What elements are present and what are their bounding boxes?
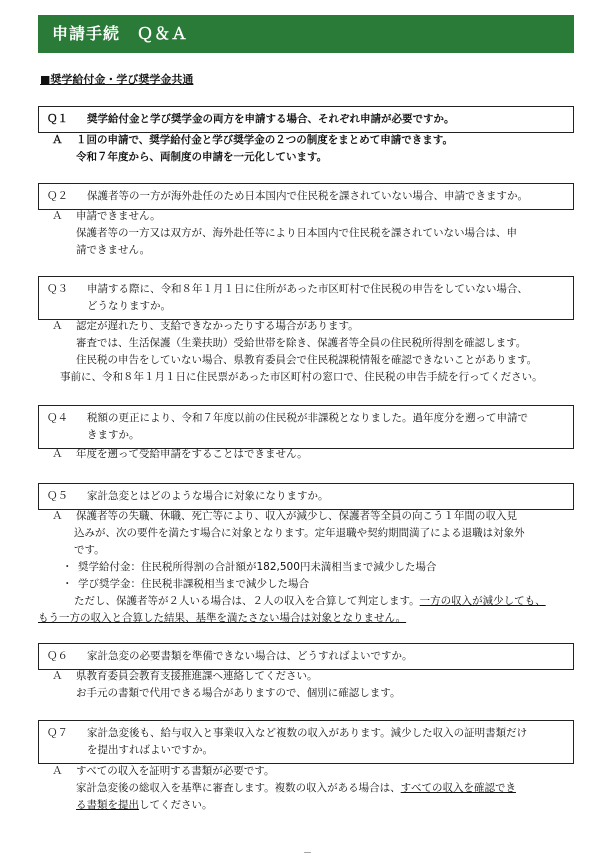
answer-line: 審査では、生活保護（生業扶助）受給世帯を除き、保護者等全員の住民税所得割を確認します。 <box>76 337 527 349</box>
answer-line: 令和７年度から、両制度の申請を一元化しています。 <box>76 151 328 163</box>
question-text: 奨学給付金と学び奨学金の両方を申請する場合、それぞれ申請が必要ですか。 <box>87 113 455 125</box>
answer-q6 <box>52 668 572 702</box>
answer-line: 請できません。 <box>76 244 151 256</box>
answer-q7 <box>52 763 572 814</box>
answer-label: Ａ <box>52 320 63 332</box>
section-heading: ■奨学給付金・学び奨学金共通 <box>40 73 194 86</box>
question-box-q3 <box>38 276 574 320</box>
page-number: － <box>303 849 313 859</box>
answer-line: です。 <box>74 544 105 556</box>
question-box-q2 <box>38 183 574 210</box>
question-text: を提出すればよいですか。 <box>87 744 213 756</box>
answer-q5 <box>38 508 572 627</box>
answer-line: お手元の書類で代用できる場合がありますので、個別に確認します。 <box>76 687 401 699</box>
answer-line: 住民税の申告をしていない場合、県教育委員会で住民税課税情報を確認できないことがあります。 <box>76 354 538 366</box>
question-box-q6 <box>38 643 574 670</box>
question-box-q5 <box>38 483 574 510</box>
answer-q3 <box>52 318 572 386</box>
answer-line: 事前に、令和８年１月１日に住民票があった市区町村の窓口で、住民税の申告手続を行ってください。 <box>60 371 543 383</box>
list-item: ・ 奨学給付金：住民税所得割の合計額が182,500円未満相当まで減少した場合 <box>62 561 437 573</box>
answer-label: Ａ <box>52 765 63 777</box>
question-label: Ｑ４ <box>47 412 68 424</box>
answer-line: 保護者等の一方又は双方が、海外赴任等により日本国内で住民税を課されていない場合は、申 <box>76 227 517 239</box>
answer-line: 保護者等の失職、休職、死亡等により、収入が減少し、保護者等全員の向こう１年間の収入見 <box>76 510 517 522</box>
answer-line: 認定が遅れたり、支給できなかったりする場合があります。 <box>76 320 359 332</box>
answer-label: Ａ <box>52 510 63 522</box>
question-label: Ｑ３ <box>47 283 68 295</box>
answer-line: すべての収入を証明する書類が必要です。 <box>76 765 275 777</box>
answer-label: Ａ <box>52 210 63 222</box>
question-text: 申請する際に、令和８年１月１日に住所があった市区町村で住民税の申告をしていない場合、 <box>87 283 528 295</box>
question-label: Ｑ５ <box>47 490 68 502</box>
answer-line: 申請できません。 <box>76 210 161 222</box>
answer-q1 <box>52 132 572 166</box>
question-label: Ｑ２ <box>47 190 68 202</box>
question-box-q4 <box>38 405 574 449</box>
answer-q4 <box>52 446 572 463</box>
question-text: 保護者等の一方が海外赴任のため日本国内で住民税を課されていない場合、申請できますか。 <box>87 190 528 202</box>
answer-line: 県教育委員会教育支援推進課へ連絡してください。 <box>76 670 318 682</box>
list-item: ・ 学び奨学金：住民税非課税相当まで減少した場合 <box>62 578 309 590</box>
question-text: 家計急変後も、給与収入と事業収入など複数の収入があります。減少した収入の証明書類だけ <box>87 727 528 739</box>
answer-label: Ａ <box>52 448 63 460</box>
answer-line: 年度を遡って受給申請をすることはできません。 <box>76 448 308 460</box>
answer-line: る書類を提出してください。 <box>76 799 213 811</box>
question-text: 家計急変とはどのような場合に対象になりますか。 <box>87 490 329 502</box>
question-text: 家計急変の必要書類を準備できない場合は、どうすればよいですか。 <box>87 650 413 662</box>
question-box-q7 <box>38 720 574 764</box>
answer-label: Ａ <box>52 134 63 146</box>
answer-note: もう一方の収入と合算した結果、基準を満たさない場合は対象となりません。 <box>38 612 407 624</box>
question-text: 税額の更正により、令和７年度以前の住民税が非課税となりました。過年度分を遡って申請で <box>87 412 528 424</box>
answer-label: Ａ <box>52 670 63 682</box>
answer-q2 <box>52 208 572 259</box>
answer-line: 込みが、次の要件を満たす場合に対象となります。定年退職や契約期間満了による退職は対象外 <box>74 527 525 539</box>
question-label: Ｑ６ <box>47 650 68 662</box>
answer-line: １回の申請で、奨学給付金と学び奨学金の２つの制度をまとめて申請できます。 <box>76 134 453 146</box>
answer-line: 家計急変後の総収入を基準に審査します。複数の収入がある場合は、すべての収入を確認でき <box>76 782 516 794</box>
page-title: 申請手続 Ｑ＆Ａ <box>38 15 574 53</box>
question-box-q1 <box>38 106 574 133</box>
question-text: きますか。 <box>87 429 140 441</box>
question-label: Ｑ１ <box>47 113 68 125</box>
question-label: Ｑ７ <box>47 727 68 739</box>
answer-note: ただし、保護者等が２人いる場合は、２人の収入を合算して判定します。一方の収入が減少しても、 <box>74 595 546 607</box>
question-text: どうなりますか。 <box>87 300 171 312</box>
